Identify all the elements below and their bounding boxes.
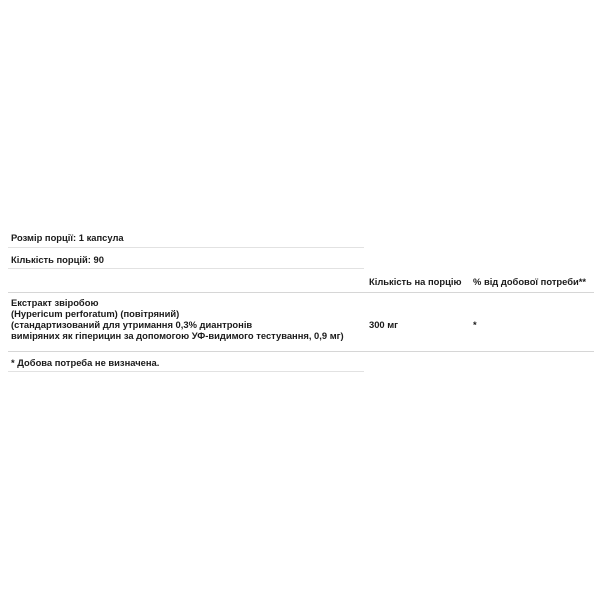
serving-size-text: Розмір порції: 1 капсула <box>11 232 124 243</box>
daily-value-header: % від добової потреби** <box>473 276 587 287</box>
supplement-facts-table <box>8 226 594 372</box>
ingredient-daily-value: * <box>473 319 477 330</box>
ingredient-name-line: (Hypericum perforatum) (повітряний) <box>11 308 180 319</box>
amount-per-serving-header: Кількість на порцію <box>369 276 462 287</box>
servings-per-container-row <box>8 248 364 269</box>
footnote-row <box>8 352 364 372</box>
table-header-row <box>8 269 594 293</box>
ingredient-name-line: Екстракт звіробою <box>11 297 99 308</box>
ingredient-amount: 300 мг <box>369 319 399 330</box>
ingredient-name <box>11 297 366 341</box>
serving-size-row <box>8 226 364 248</box>
ingredient-row <box>8 293 594 352</box>
servings-count-text: Кількість порцій: 90 <box>11 254 104 265</box>
ingredient-name-line: виміряних як гіперицин за допомогою УФ-видимого тестування, 0,9 мг) <box>11 330 344 341</box>
footnote-text: * Добова потреба не визначена. <box>11 357 160 368</box>
ingredient-name-line: (стандартизований для утримання 0,3% диантронів <box>11 319 253 330</box>
